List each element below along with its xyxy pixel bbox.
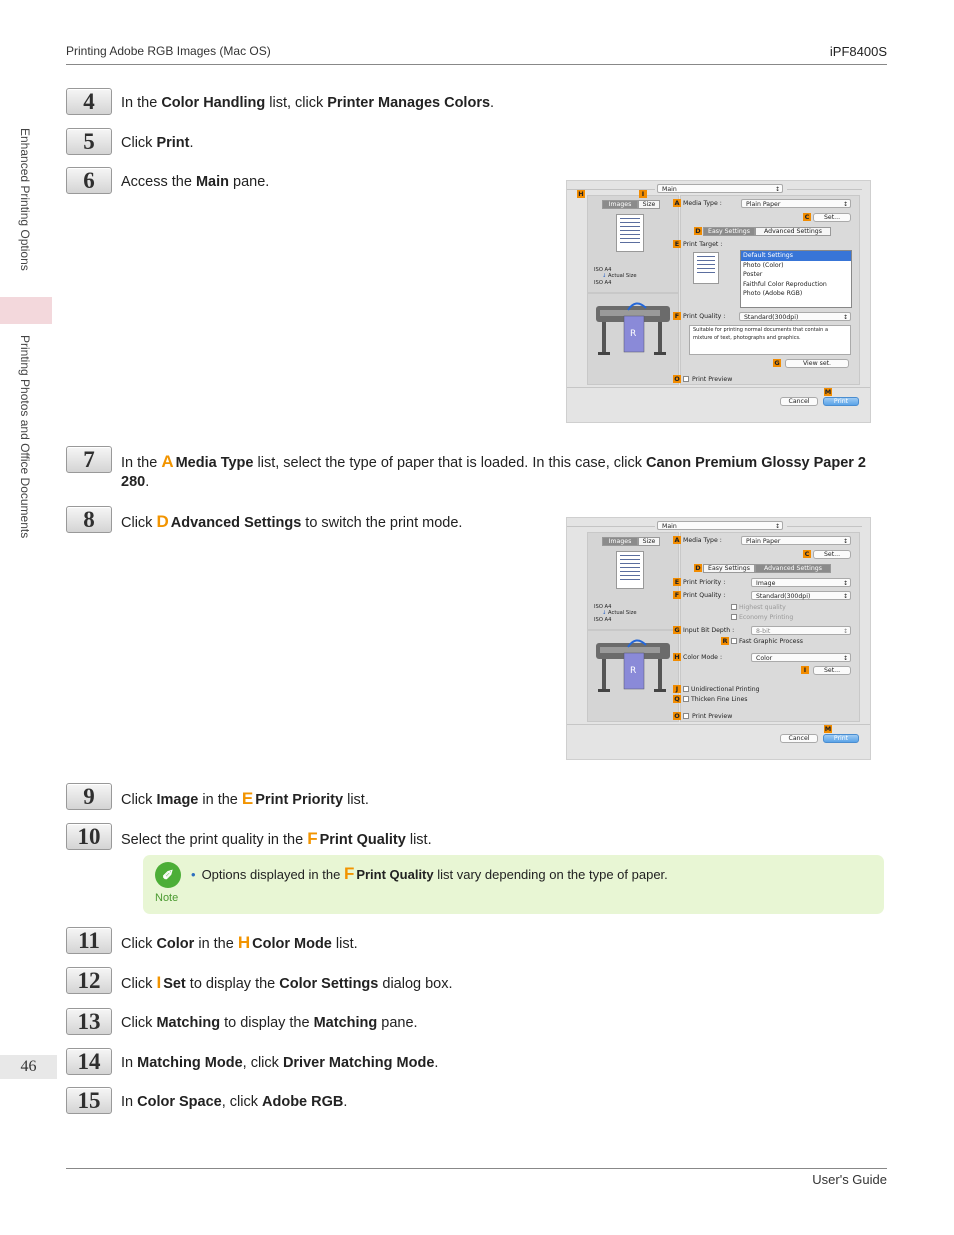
cancel-button[interactable]: Cancel (780, 397, 818, 406)
label-tag-q: Q (674, 695, 680, 703)
label-tag-h: H (578, 190, 584, 198)
economy-printing-checkbox[interactable] (731, 614, 737, 620)
step-text: Select the print quality in the F Print Quality list. (121, 829, 432, 848)
label-tag-i: I (801, 666, 809, 674)
step-text: In Matching Mode, click Driver Matching Mode. (121, 1055, 439, 1071)
label-tag-h: H (674, 653, 680, 661)
step-number: 9 (66, 783, 112, 810)
printer-icon (588, 631, 678, 721)
step-number: 10 (66, 823, 112, 850)
tab-size[interactable]: Size (638, 537, 660, 546)
footer-divider (66, 1168, 887, 1169)
target-thumbnail (693, 252, 719, 284)
label-tag-o: O (674, 712, 680, 720)
target-option[interactable]: Poster (743, 271, 763, 278)
input-bit-depth-select[interactable]: 8-bit ↕ (751, 626, 851, 635)
label-tag-j: J (673, 685, 681, 693)
tab-easy-settings[interactable]: Easy Settings (703, 227, 755, 236)
target-option[interactable]: Photo (Adobe RGB) (743, 290, 803, 297)
label-tag-e: E (674, 578, 680, 586)
step-number: 8 (66, 506, 112, 533)
pane-select[interactable]: Main ↕ (657, 184, 783, 193)
note-box (143, 855, 884, 914)
media-type-label: Media Type : (683, 200, 722, 207)
label-tag-d: D (695, 227, 701, 235)
dialog-buttons (567, 724, 870, 759)
tab-size[interactable]: Size (638, 200, 660, 209)
print-button[interactable]: Print (823, 397, 859, 406)
highest-quality-label: Highest quality (739, 604, 786, 611)
step-text: Click Image in the E Print Priority list. (121, 789, 369, 808)
sidebar-chapter[interactable]: Enhanced Printing Options (18, 128, 32, 271)
pane-select[interactable]: Main ↕ (657, 521, 783, 530)
print-preview-label: Print Preview (692, 376, 733, 383)
preview-pane (587, 195, 679, 293)
label-tag-a: A (674, 536, 680, 544)
print-preview-label: Print Preview (692, 713, 733, 720)
label-tag-o: O (674, 375, 680, 383)
print-quality-select[interactable]: Standard(300dpi) ↕ (739, 312, 851, 321)
label-tag-g: G (774, 359, 780, 367)
step-text: Access the Main pane. (121, 174, 270, 190)
label-tag-a: A (674, 199, 680, 207)
printer-illustration (587, 293, 679, 385)
label-tag-g: G (674, 626, 680, 634)
step-text: Click I Set to display the Color Settings dialog box. (121, 973, 453, 992)
size-line: ISO A4 (594, 604, 612, 610)
target-option[interactable]: Faithful Color Reproduction (743, 280, 827, 288)
tab-advanced-settings[interactable]: Advanced Settings (755, 564, 831, 573)
tab-images[interactable]: Images (602, 537, 638, 546)
print-priority-select[interactable]: Image ↕ (751, 578, 851, 587)
label-tag-r: R (722, 637, 728, 645)
note-label: Note (155, 892, 179, 904)
color-set-button[interactable]: Set... (813, 666, 851, 675)
tab-easy-settings[interactable]: Easy Settings (703, 564, 755, 573)
step-text: Click D Advanced Settings to switch the print mode. (121, 512, 463, 531)
unidirectional-checkbox[interactable] (683, 686, 689, 692)
main-pane-screenshot-advanced (566, 517, 871, 760)
step-number: 11 (66, 927, 112, 954)
size-line: ISO A4 (594, 267, 612, 273)
target-option[interactable]: Default Settings (741, 251, 851, 261)
tab-advanced-settings[interactable]: Advanced Settings (755, 227, 831, 236)
paper-preview (616, 551, 644, 589)
label-tag-e: E (674, 240, 680, 248)
unidirectional-label: Unidirectional Printing (691, 686, 760, 693)
view-set-button[interactable]: View set. (785, 359, 849, 368)
step-text: In the Color Handling list, click Printer Manages Colors. (121, 95, 495, 111)
thicken-lines-label: Thicken Fine Lines (691, 696, 748, 703)
note-pencil-icon: ✐ (155, 862, 181, 888)
step-text: In Color Space, click Adobe RGB. (121, 1094, 348, 1110)
header-divider (66, 64, 887, 65)
step-number: 15 (66, 1087, 112, 1114)
media-set-button[interactable]: Set... (813, 213, 851, 222)
page-number: 46 (0, 1055, 57, 1079)
label-tag-f: F (674, 591, 680, 599)
media-type-label: Media Type : (683, 537, 722, 544)
step-number: 6 (66, 167, 112, 194)
print-quality-select[interactable]: Standard(300dpi) ↕ (751, 591, 851, 600)
step-number: 12 (66, 967, 112, 994)
svg-text:R: R (630, 329, 637, 339)
media-set-button[interactable]: Set... (813, 550, 851, 559)
header-section-title: Printing Adobe RGB Images (Mac OS) (66, 44, 271, 58)
media-type-select[interactable]: Plain Paper ↕ (741, 536, 851, 545)
label-tag-f: F (674, 312, 680, 320)
media-type-select[interactable]: Plain Paper ↕ (741, 199, 851, 208)
note-text: • Options displayed in the F Print Quality list vary depending on the type of paper. (191, 864, 668, 883)
label-tag-m: M (824, 388, 832, 396)
paper-preview (616, 214, 644, 252)
main-pane-screenshot-easy (566, 180, 871, 423)
step-text: Click Color in the H Color Mode list. (121, 933, 358, 952)
target-description: Suitable for printing normal documents that contain a mixture of text, photographs and graphics. (689, 325, 851, 355)
settings-pane (674, 532, 860, 722)
step-number: 13 (66, 1008, 112, 1035)
fast-graphic-checkbox[interactable] (731, 638, 737, 644)
size-line: ↓ Actual Size (602, 610, 637, 616)
print-button[interactable]: Print (823, 734, 859, 743)
input-bit-depth-label: Input Bit Depth : (683, 627, 735, 634)
economy-printing-label: Economy Printing (739, 614, 794, 621)
step-text: In the A Media Type list, select the type of paper that is loaded. In this case, click Canon Premium Glossy Paper 2 280. (121, 452, 866, 490)
size-line: ISO A4 (594, 280, 612, 286)
target-option[interactable]: Photo (Color) (743, 261, 784, 269)
print-quality-label: Print Quality : (683, 313, 726, 320)
color-mode-label: Color Mode : (683, 654, 723, 661)
step-text: Click Matching to display the Matching pane. (121, 1015, 418, 1031)
sidebar-subchapter[interactable]: Printing Photos and Office Documents (18, 335, 32, 539)
cancel-button[interactable]: Cancel (780, 734, 818, 743)
printer-icon (588, 294, 678, 384)
print-preview-checkbox[interactable] (683, 713, 689, 719)
step-text: Click Print. (121, 135, 194, 151)
step-number: 4 (66, 88, 112, 115)
label-tag-d: D (695, 564, 701, 572)
print-preview-checkbox[interactable] (683, 376, 689, 382)
svg-text:R: R (630, 666, 637, 676)
size-line: ↓ Actual Size (602, 273, 637, 279)
fast-graphic-label: Fast Graphic Process (739, 638, 803, 645)
print-target-list[interactable] (740, 250, 852, 308)
print-priority-label: Print Priority : (683, 579, 726, 586)
step-number: 7 (66, 446, 112, 473)
header-model: iPF8400S (829, 44, 887, 59)
preview-pane (587, 532, 679, 630)
tab-images[interactable]: Images (602, 200, 638, 209)
step-number: 5 (66, 128, 112, 155)
footer-guide: User's Guide (812, 1172, 887, 1187)
size-line: ISO A4 (594, 617, 612, 623)
thicken-lines-checkbox[interactable] (683, 696, 689, 702)
print-quality-label: Print Quality : (683, 592, 726, 599)
sidebar-current-marker (0, 297, 52, 324)
dialog-buttons (567, 387, 870, 422)
label-tag-m: M (824, 725, 832, 733)
print-target-label: Print Target : (683, 241, 723, 248)
label-tag-c: C (804, 550, 810, 558)
color-mode-select[interactable]: Color ↕ (751, 653, 851, 662)
label-tag-c: C (804, 213, 810, 221)
label-tag-i: I (639, 190, 647, 198)
highest-quality-checkbox[interactable] (731, 604, 737, 610)
step-number: 14 (66, 1048, 112, 1075)
printer-illustration (587, 630, 679, 722)
